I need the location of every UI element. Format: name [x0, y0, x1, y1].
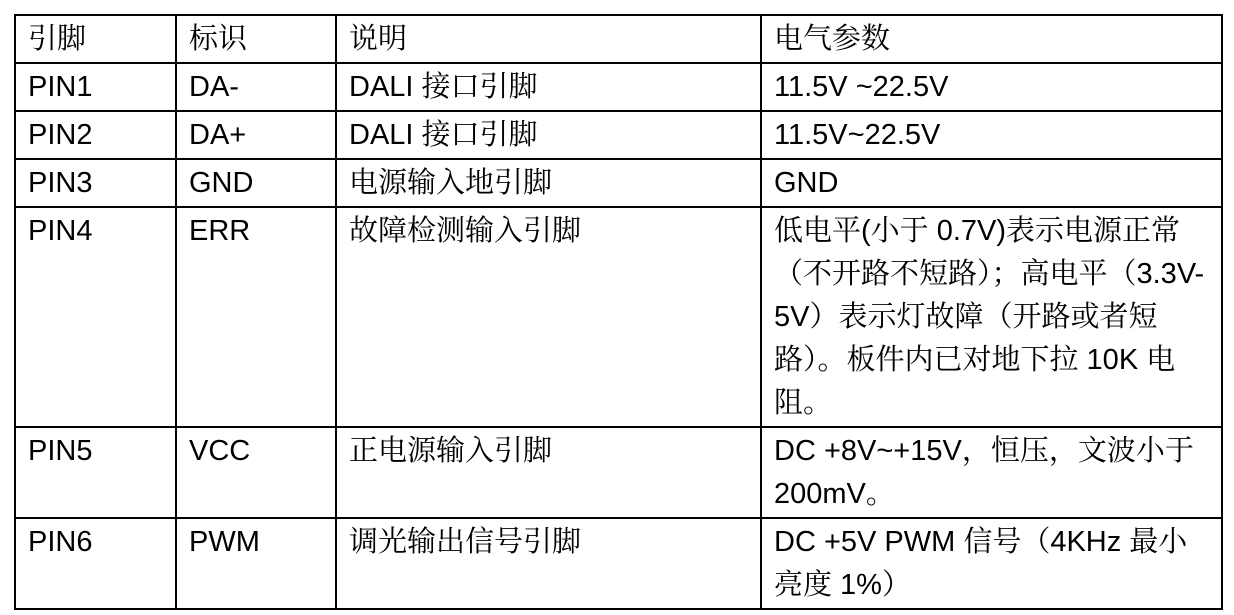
table-row	[15, 159, 1222, 207]
col-header-desc: 说明	[336, 15, 761, 63]
table-row	[15, 63, 1222, 111]
label-cell: DA-	[176, 63, 336, 111]
description-cell: DALI 接口引脚	[336, 111, 761, 159]
col-header-label: 标识	[176, 15, 336, 63]
description-cell: 电源输入地引脚	[336, 159, 761, 207]
pin-definition-table	[14, 14, 1223, 610]
label-cell: PWM	[176, 518, 336, 609]
pin-cell: PIN1	[15, 63, 176, 111]
table-row	[15, 518, 1222, 609]
pin-cell: PIN2	[15, 111, 176, 159]
label-cell: VCC	[176, 427, 336, 518]
description-cell: 正电源输入引脚	[336, 427, 761, 518]
params-cell: DC +8V~+15V，恒压，文波小于 200mV。	[761, 427, 1222, 518]
col-header-params: 电气参数	[761, 15, 1222, 63]
table-row	[15, 207, 1222, 427]
pin-cell: PIN6	[15, 518, 176, 609]
params-cell: GND	[761, 159, 1222, 207]
description-cell: 故障检测输入引脚	[336, 207, 761, 427]
label-cell: GND	[176, 159, 336, 207]
label-cell: DA+	[176, 111, 336, 159]
params-cell: DC +5V PWM 信号（4KHz 最小亮度 1%）	[761, 518, 1222, 609]
description-cell: DALI 接口引脚	[336, 63, 761, 111]
table-row	[15, 111, 1222, 159]
label-cell: ERR	[176, 207, 336, 427]
params-cell: 11.5V ~22.5V	[761, 63, 1222, 111]
pin-cell: PIN4	[15, 207, 176, 427]
table-header-row	[15, 15, 1222, 63]
description-cell: 调光输出信号引脚	[336, 518, 761, 609]
pin-cell: PIN3	[15, 159, 176, 207]
table-row	[15, 427, 1222, 518]
params-cell: 11.5V~22.5V	[761, 111, 1222, 159]
pin-cell: PIN5	[15, 427, 176, 518]
col-header-pin: 引脚	[15, 15, 176, 63]
params-cell: 低电平(小于 0.7V)表示电源正常（不开路不短路）；高电平（3.3V-5V）表示灯故障（开路或者短路）。板件内已对地下拉 10K 电阻。	[761, 207, 1222, 427]
